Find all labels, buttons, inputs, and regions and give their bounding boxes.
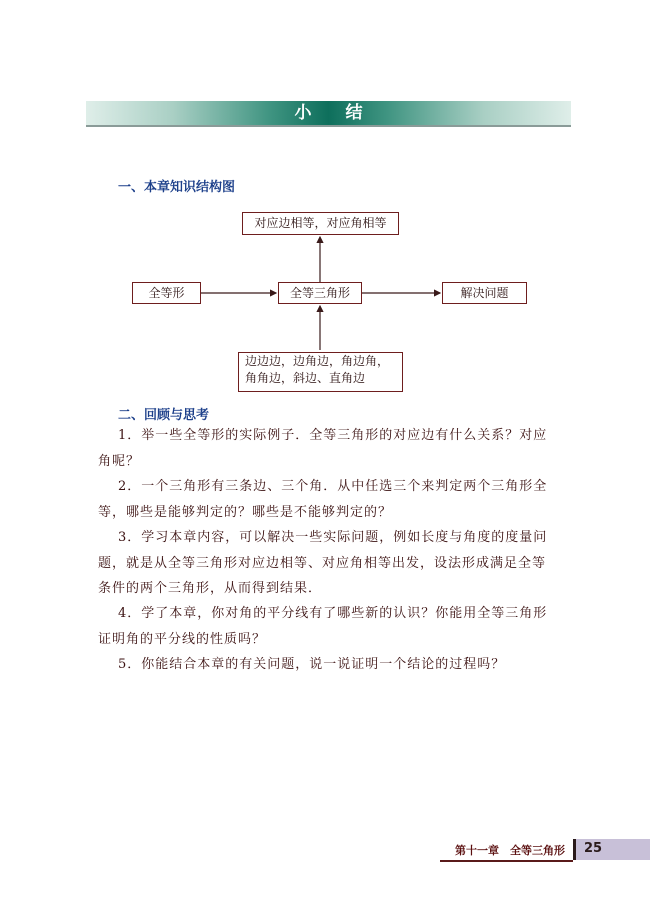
review-question-5: 5．你能结合本章的有关问题，说一说证明一个结论的过程吗？ — [118, 657, 506, 672]
footer-chapter-title: 第十一章 全等三角形 — [455, 844, 565, 857]
criteria-line-1: 边边边，边角边，角边角， — [245, 354, 390, 368]
node-corresponding-equal: 对应边相等，对应角相等 — [242, 212, 399, 235]
page-number: 25 — [584, 841, 603, 856]
banner-title: 小结 — [294, 103, 397, 123]
review-question-3: 3．学习本章内容，可以解决一些实际问题，例如长度与角度的度量问题，就是从全等三角形对应边相等、对应角相等出发，设法形成满足全等条件的两个三角形，从而得到结果． — [98, 530, 548, 596]
node-congruence-criteria — [238, 352, 403, 392]
section-heading-review: 二、回顾与思考 — [118, 408, 210, 423]
criteria-line-2: 角角边，斜边、直角边 — [245, 371, 366, 385]
node-congruent-figures: 全等形 — [132, 282, 201, 304]
review-question-4: 4．学了本章，你对角的平分线有了哪些新的认识？你能用全等三角形证明角的平分线的性质吗？ — [98, 606, 548, 647]
review-question-1: 1．举一些全等形的实际例子．全等三角形的对应边有什么关系？对应角呢？ — [98, 428, 548, 469]
node-congruent-triangles: 全等三角形 — [278, 282, 362, 304]
section-heading-structure: 一、本章知识结构图 — [118, 180, 236, 195]
footer-underline — [440, 860, 573, 862]
review-question-2: 2．一个三角形有三条边、三个角．从中任选三个来判定两个三角形全等，哪些是能够判定的？哪些是不能够判定的？ — [98, 479, 548, 520]
node-solve-problems: 解决问题 — [442, 282, 527, 304]
